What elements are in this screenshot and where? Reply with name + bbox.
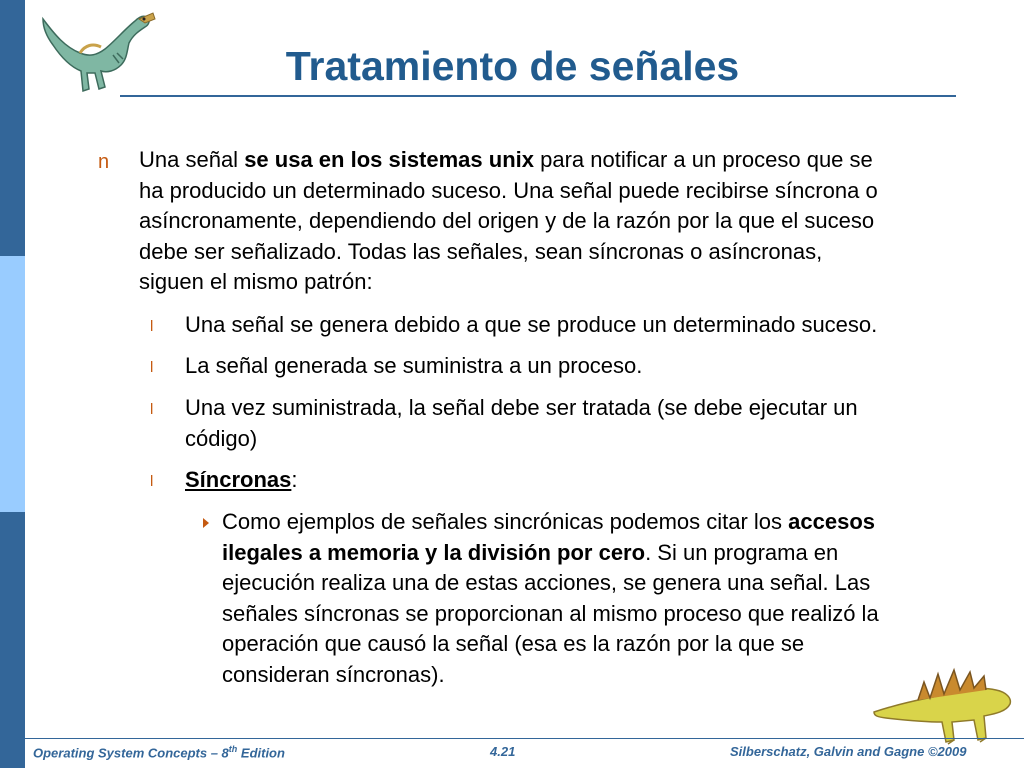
stegosaurus-logo-icon: [868, 660, 1018, 750]
sub-bullet-2: La señal generada se suministra a un proceso.: [185, 353, 643, 378]
main-bullet-line4: debe ser señalizado. Todas las señales, sean síncronas o asíncronas,: [139, 238, 823, 264]
main-bullet-pre: Una señal: [139, 147, 245, 172]
main-bullet-line5: siguen el mismo patrón:: [139, 269, 373, 294]
sub-bullet-4: [185, 465, 298, 496]
main-bullet-bold: se usa en los sistemas unix: [244, 147, 534, 172]
main-bullet-line2: ha producido un determinado suceso. Una señal puede recibirse síncrona o: [139, 177, 878, 203]
triangle-bullet-icon: [201, 517, 211, 529]
page-number: 4.21: [490, 744, 516, 759]
footer-authors: Silberschatz, Galvin and Gagne ©2009: [730, 744, 967, 759]
footer-superscript: th: [228, 744, 238, 754]
slide-title: Tratamiento de señales: [285, 43, 740, 89]
footer-edition-text: Edition: [237, 745, 285, 761]
bullet-marker-level2: l: [150, 359, 154, 376]
subsub-line1-bold: accesos: [788, 509, 876, 534]
bullet-marker-level2: l: [150, 318, 154, 335]
subsub-line2-post: . Si un programa en: [645, 539, 839, 565]
subsub-line2-bold: ilegales a memoria y la división por cero: [222, 539, 646, 565]
sub-bullet-3: [185, 393, 1005, 454]
footer-book-title: [33, 744, 285, 760]
subsub-line3: ejecución realiza una de estas acciones, se genera una señal. Las: [222, 570, 871, 595]
subsub-line4: señales síncronas se proporcionan al mismo proceso que realizó la: [222, 600, 879, 626]
sincronas-label: Síncronas: [185, 467, 292, 492]
main-bullet-line3: asíncronamente, dependiendo del origen y de la razón por la que el suceso: [139, 208, 875, 233]
subsub-line5: operación que causó la señal (esa es la razón por la que se: [222, 631, 805, 656]
bullet-marker-level2: l: [150, 473, 154, 490]
subsub-line6: consideran síncronas).: [222, 661, 445, 687]
sub-bullet-1: Una señal se genera debido a que se produce un determinado suceso.: [185, 312, 878, 337]
main-bullet-post: para notificar a un proceso que se: [534, 147, 873, 172]
bullet-marker-level1: n: [98, 151, 110, 173]
sub-bullet-3-line1: Una vez suministrada, la señal debe ser tratada (se debe ejecutar un: [185, 395, 858, 420]
footer-rule: [25, 738, 1024, 739]
footer-book-title-text: Operating System Concepts – 8: [33, 745, 229, 761]
sincronas-colon: :: [291, 467, 298, 492]
sub-bullet-3-line2: código): [185, 425, 258, 451]
main-bullet-text: [139, 145, 1019, 298]
subsub-line1-pre: Como ejemplos de señales sincrónicas podemos citar los: [222, 509, 789, 534]
bullet-marker-level2: l: [150, 401, 154, 418]
